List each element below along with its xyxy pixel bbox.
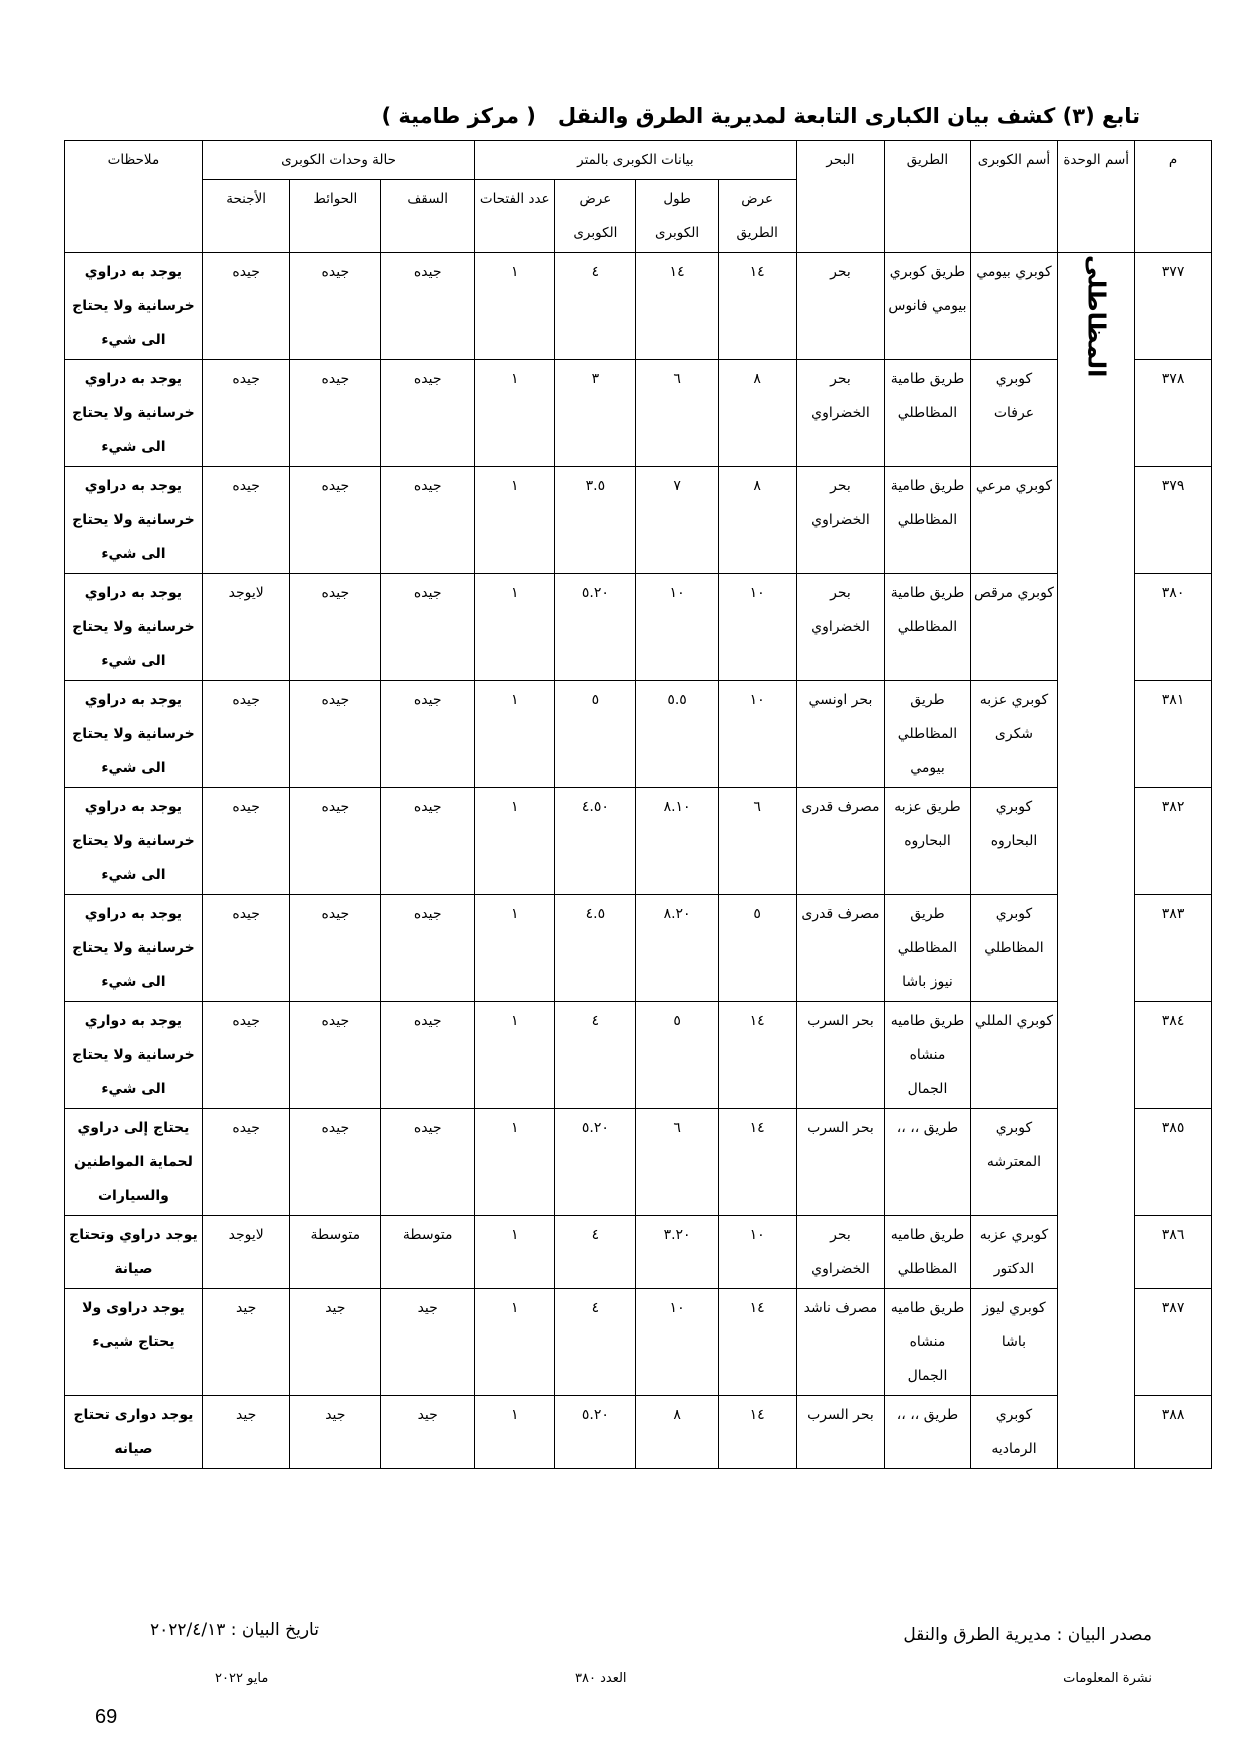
cell-bridge-length: ٥ bbox=[636, 1002, 718, 1109]
cell-canal: بحر السرب bbox=[796, 1109, 885, 1216]
cell-road: طريق ،، ،، bbox=[885, 1396, 970, 1469]
cell-notes: يوجد به دراوي خرسانية ولا يحتاج الى شيء bbox=[65, 895, 203, 1002]
table-row bbox=[65, 1396, 1212, 1469]
cell-num: ٣٨٥ bbox=[1135, 1109, 1212, 1216]
table-row bbox=[65, 788, 1212, 895]
header-road-width: عرض الطريق bbox=[718, 180, 796, 253]
cell-bridge-name: كوبري المللي bbox=[970, 1002, 1058, 1109]
header-road: الطريق bbox=[885, 141, 970, 253]
cell-walls: جيده bbox=[290, 360, 381, 467]
cell-bridge-name: كوبري عرفات bbox=[970, 360, 1058, 467]
cell-num: ٣٨٦ bbox=[1135, 1216, 1212, 1289]
cell-bridge-width: ٥ bbox=[555, 681, 636, 788]
cell-openings: ١ bbox=[475, 1002, 555, 1109]
cell-num: ٣٨٢ bbox=[1135, 788, 1212, 895]
cell-ceiling: جيده bbox=[381, 574, 475, 681]
cell-ceiling: متوسطة bbox=[381, 1216, 475, 1289]
cell-bridge-name: كوبري المظاطلي bbox=[970, 895, 1058, 1002]
cell-wings: جيده bbox=[202, 467, 290, 574]
cell-openings: ١ bbox=[475, 895, 555, 1002]
cell-openings: ١ bbox=[475, 360, 555, 467]
cell-bridge-width: ٥.٢٠ bbox=[555, 1109, 636, 1216]
cell-bridge-name: كوبري مرعي bbox=[970, 467, 1058, 574]
cell-bridge-length: ٨.٢٠ bbox=[636, 895, 718, 1002]
cell-canal: مصرف قدرى bbox=[796, 895, 885, 1002]
cell-road-width: ١٤ bbox=[718, 1289, 796, 1396]
cell-walls: جيد bbox=[290, 1289, 381, 1396]
cell-num: ٣٨٨ bbox=[1135, 1396, 1212, 1469]
cell-road-width: ٨ bbox=[718, 360, 796, 467]
cell-wings: جيده bbox=[202, 895, 290, 1002]
cell-bridge-width: ٤.٥ bbox=[555, 895, 636, 1002]
header-notes: ملاحظات bbox=[65, 141, 203, 253]
cell-walls: جيد bbox=[290, 1396, 381, 1469]
cell-canal: بحر السرب bbox=[796, 1396, 885, 1469]
cell-road: طريق كوبري بيومي فانوس bbox=[885, 253, 970, 360]
cell-walls: جيده bbox=[290, 574, 381, 681]
cell-ceiling: جيده bbox=[381, 1109, 475, 1216]
cell-openings: ١ bbox=[475, 467, 555, 574]
cell-wings: جيده bbox=[202, 681, 290, 788]
cell-walls: جيده bbox=[290, 681, 381, 788]
cell-canal: بحر السرب bbox=[796, 1002, 885, 1109]
cell-ceiling: جيد bbox=[381, 1289, 475, 1396]
cell-num: ٣٨١ bbox=[1135, 681, 1212, 788]
header-bridge-length: طول الكوبرى bbox=[636, 180, 718, 253]
cell-bridge-width: ٤ bbox=[555, 253, 636, 360]
cell-openings: ١ bbox=[475, 1109, 555, 1216]
title-main: تابع (٣) كشف بيان الكبارى التابعة لمديرية الطرق والنقل bbox=[557, 104, 1140, 128]
title-center: ( مركز طامية ) bbox=[381, 104, 536, 128]
cell-road-width: ١٤ bbox=[718, 1396, 796, 1469]
unit-name: المظاطلى bbox=[1082, 255, 1111, 378]
cell-bridge-name: كوبري عزبه الدكتور bbox=[970, 1216, 1058, 1289]
table-row bbox=[65, 1109, 1212, 1216]
cell-road: طريق طامية المظاطلي bbox=[885, 360, 970, 467]
cell-canal: مصرف قدرى bbox=[796, 788, 885, 895]
table-row bbox=[65, 574, 1212, 681]
cell-wings: جيد bbox=[202, 1396, 290, 1469]
cell-ceiling: جيده bbox=[381, 360, 475, 467]
table-row bbox=[65, 1289, 1212, 1396]
cell-bridge-length: ٨.١٠ bbox=[636, 788, 718, 895]
cell-unit bbox=[1058, 253, 1135, 1469]
issue-number: العدد ٣٨٠ bbox=[575, 1671, 627, 1686]
cell-bridge-width: ٥.٢٠ bbox=[555, 1396, 636, 1469]
header-bridge-data: بيانات الكوبرى بالمتر bbox=[475, 141, 796, 180]
cell-bridge-width: ٥.٢٠ bbox=[555, 574, 636, 681]
cell-bridge-length: ٦ bbox=[636, 360, 718, 467]
cell-bridge-width: ٤ bbox=[555, 1216, 636, 1289]
cell-notes: يوجد به دراوي خرسانية ولا يحتاج الى شيء bbox=[65, 467, 203, 574]
cell-bridge-width: ٤ bbox=[555, 1289, 636, 1396]
cell-walls: جيده bbox=[290, 1109, 381, 1216]
cell-bridge-length: ٨ bbox=[636, 1396, 718, 1469]
cell-openings: ١ bbox=[475, 1289, 555, 1396]
cell-road-width: ١٤ bbox=[718, 1109, 796, 1216]
cell-road: طريق طامية المظاطلي bbox=[885, 467, 970, 574]
table-row bbox=[65, 1216, 1212, 1289]
cell-notes: يوجد به دراوي خرسانية ولا يحتاج الى شيء bbox=[65, 574, 203, 681]
table-row bbox=[65, 360, 1212, 467]
cell-walls: جيده bbox=[290, 467, 381, 574]
cell-bridge-length: ٦ bbox=[636, 1109, 718, 1216]
table-row bbox=[65, 467, 1212, 574]
header-ceiling: السقف bbox=[381, 180, 475, 253]
cell-num: ٣٧٧ bbox=[1135, 253, 1212, 360]
cell-notes: يوجد به دراوي خرسانية ولا يحتاج الى شيء bbox=[65, 788, 203, 895]
cell-num: ٣٨٤ bbox=[1135, 1002, 1212, 1109]
cell-num: ٣٧٩ bbox=[1135, 467, 1212, 574]
footer-source: مصدر البيان : مديرية الطرق والنقل bbox=[903, 1625, 1152, 1645]
cell-num: ٣٨٣ bbox=[1135, 895, 1212, 1002]
cell-openings: ١ bbox=[475, 788, 555, 895]
cell-canal: بحر اونسي bbox=[796, 681, 885, 788]
cell-bridge-length: ١٠ bbox=[636, 1289, 718, 1396]
cell-ceiling: جيده bbox=[381, 1002, 475, 1109]
header-unit: أسم الوحدة bbox=[1058, 141, 1135, 253]
cell-canal: مصرف ناشد bbox=[796, 1289, 885, 1396]
cell-wings: لايوجد bbox=[202, 574, 290, 681]
header-num: م bbox=[1135, 141, 1212, 253]
cell-openings: ١ bbox=[475, 1216, 555, 1289]
cell-notes: يوجد به دراوي خرسانية ولا يحتاج الى شيء bbox=[65, 681, 203, 788]
cell-bridge-name: كوبري المعترشه bbox=[970, 1109, 1058, 1216]
cell-road-width: ٦ bbox=[718, 788, 796, 895]
cell-bridge-length: ٧ bbox=[636, 467, 718, 574]
cell-road-width: ١٠ bbox=[718, 681, 796, 788]
cell-notes: يوجد دوارى تحتاج صيانه bbox=[65, 1396, 203, 1469]
table-row bbox=[65, 895, 1212, 1002]
cell-bridge-name: كوبري البحاروه bbox=[970, 788, 1058, 895]
cell-walls: متوسطة bbox=[290, 1216, 381, 1289]
cell-wings: جيده bbox=[202, 253, 290, 360]
page-title bbox=[381, 104, 1140, 128]
cell-bridge-width: ٣.٥ bbox=[555, 467, 636, 574]
header-walls: الحوائط bbox=[290, 180, 381, 253]
cell-bridge-name: كوبري ليوز باشا bbox=[970, 1289, 1058, 1396]
header-openings: عدد الفتحات bbox=[475, 180, 555, 253]
cell-num: ٣٨٠ bbox=[1135, 574, 1212, 681]
cell-bridge-length: ١٠ bbox=[636, 574, 718, 681]
cell-canal: بحر الخضراوي bbox=[796, 360, 885, 467]
cell-wings: جيده bbox=[202, 788, 290, 895]
cell-walls: جيده bbox=[290, 253, 381, 360]
cell-wings: جيده bbox=[202, 1109, 290, 1216]
cell-wings: جيده bbox=[202, 1002, 290, 1109]
header-wings: الأجنحة bbox=[202, 180, 290, 253]
table-row bbox=[65, 1002, 1212, 1109]
cell-bridge-length: ٥.٥ bbox=[636, 681, 718, 788]
cell-road-width: ٨ bbox=[718, 467, 796, 574]
cell-openings: ١ bbox=[475, 681, 555, 788]
cell-bridge-name: كوبري مرقص bbox=[970, 574, 1058, 681]
cell-road: طريق ،، ،، bbox=[885, 1109, 970, 1216]
cell-walls: جيده bbox=[290, 788, 381, 895]
cell-bridge-name: كوبري عزبه شكرى bbox=[970, 681, 1058, 788]
cell-notes: يوجد به دواري خرسانية ولا يحتاج الى شيء bbox=[65, 1002, 203, 1109]
cell-road: طريق طاميه المظاطلي bbox=[885, 1216, 970, 1289]
cell-ceiling: جيده bbox=[381, 895, 475, 1002]
cell-notes: يوجد به دراوي خرسانية ولا يحتاج الى شيء bbox=[65, 253, 203, 360]
cell-wings: جيده bbox=[202, 360, 290, 467]
cell-notes: يوجد دراوي وتحتاج صيانة bbox=[65, 1216, 203, 1289]
header-bridge-width: عرض الكوبرى bbox=[555, 180, 636, 253]
cell-road-width: ١٤ bbox=[718, 253, 796, 360]
cell-openings: ١ bbox=[475, 574, 555, 681]
cell-canal: بحر الخضراوي bbox=[796, 1216, 885, 1289]
cell-wings: لايوجد bbox=[202, 1216, 290, 1289]
table-row bbox=[65, 681, 1212, 788]
bulletin-name: نشرة المعلومات bbox=[1063, 1671, 1152, 1686]
cell-ceiling: جيده bbox=[381, 253, 475, 360]
cell-ceiling: جيد bbox=[381, 1396, 475, 1469]
cell-bridge-length: ٣.٢٠ bbox=[636, 1216, 718, 1289]
cell-bridge-width: ٤.٥٠ bbox=[555, 788, 636, 895]
cell-ceiling: جيده bbox=[381, 788, 475, 895]
cell-wings: جيد bbox=[202, 1289, 290, 1396]
table-body bbox=[65, 253, 1212, 1469]
cell-road: طريق طاميه منشاه الجمال bbox=[885, 1289, 970, 1396]
footer-date: تاريخ البيان : ٢٠٢٢/٤/١٣ bbox=[150, 1620, 319, 1640]
cell-walls: جيده bbox=[290, 895, 381, 1002]
cell-road-width: ٥ bbox=[718, 895, 796, 1002]
cell-canal: بحر bbox=[796, 253, 885, 360]
cell-road-width: ١٠ bbox=[718, 1216, 796, 1289]
cell-notes: يحتاج إلى دراوي لحماية المواطنين والسيارات bbox=[65, 1109, 203, 1216]
cell-bridge-width: ٣ bbox=[555, 360, 636, 467]
cell-notes: يوجد به دراوي خرسانية ولا يحتاج الى شيء bbox=[65, 360, 203, 467]
cell-road-width: ١٤ bbox=[718, 1002, 796, 1109]
cell-walls: جيده bbox=[290, 1002, 381, 1109]
header-condition: حالة وحدات الكوبرى bbox=[202, 141, 474, 180]
cell-road: طريق عزبه البحاروه bbox=[885, 788, 970, 895]
header-canal: البحر bbox=[796, 141, 885, 253]
cell-road: طريق طاميه منشاه الجمال bbox=[885, 1002, 970, 1109]
cell-ceiling: جيده bbox=[381, 467, 475, 574]
cell-ceiling: جيده bbox=[381, 681, 475, 788]
cell-bridge-name: كوبري بيومي bbox=[970, 253, 1058, 360]
cell-canal: بحر الخضراوي bbox=[796, 467, 885, 574]
cell-num: ٣٨٧ bbox=[1135, 1289, 1212, 1396]
cell-bridge-length: ١٤ bbox=[636, 253, 718, 360]
header-bridge-name: أسم الكوبرى bbox=[970, 141, 1058, 253]
header-row-1 bbox=[65, 141, 1212, 180]
issue-month: مايو ٢٠٢٢ bbox=[215, 1671, 269, 1686]
cell-bridge-name: كوبري الرماديه bbox=[970, 1396, 1058, 1469]
cell-bridge-width: ٤ bbox=[555, 1002, 636, 1109]
cell-openings: ١ bbox=[475, 253, 555, 360]
cell-road: طريق طامية المظاطلي bbox=[885, 574, 970, 681]
table-row bbox=[65, 253, 1212, 360]
bridges-table bbox=[64, 140, 1212, 1469]
cell-road-width: ١٠ bbox=[718, 574, 796, 681]
cell-road: طريق المظاطلي نيوز باشا bbox=[885, 895, 970, 1002]
cell-canal: بحر الخضراوي bbox=[796, 574, 885, 681]
cell-num: ٣٧٨ bbox=[1135, 360, 1212, 467]
page-number: 69 bbox=[95, 1706, 118, 1728]
cell-road: طريق المظاطلي بيومي bbox=[885, 681, 970, 788]
cell-openings: ١ bbox=[475, 1396, 555, 1469]
cell-notes: يوجد دراوى ولا يحتاج شيىء bbox=[65, 1289, 203, 1396]
